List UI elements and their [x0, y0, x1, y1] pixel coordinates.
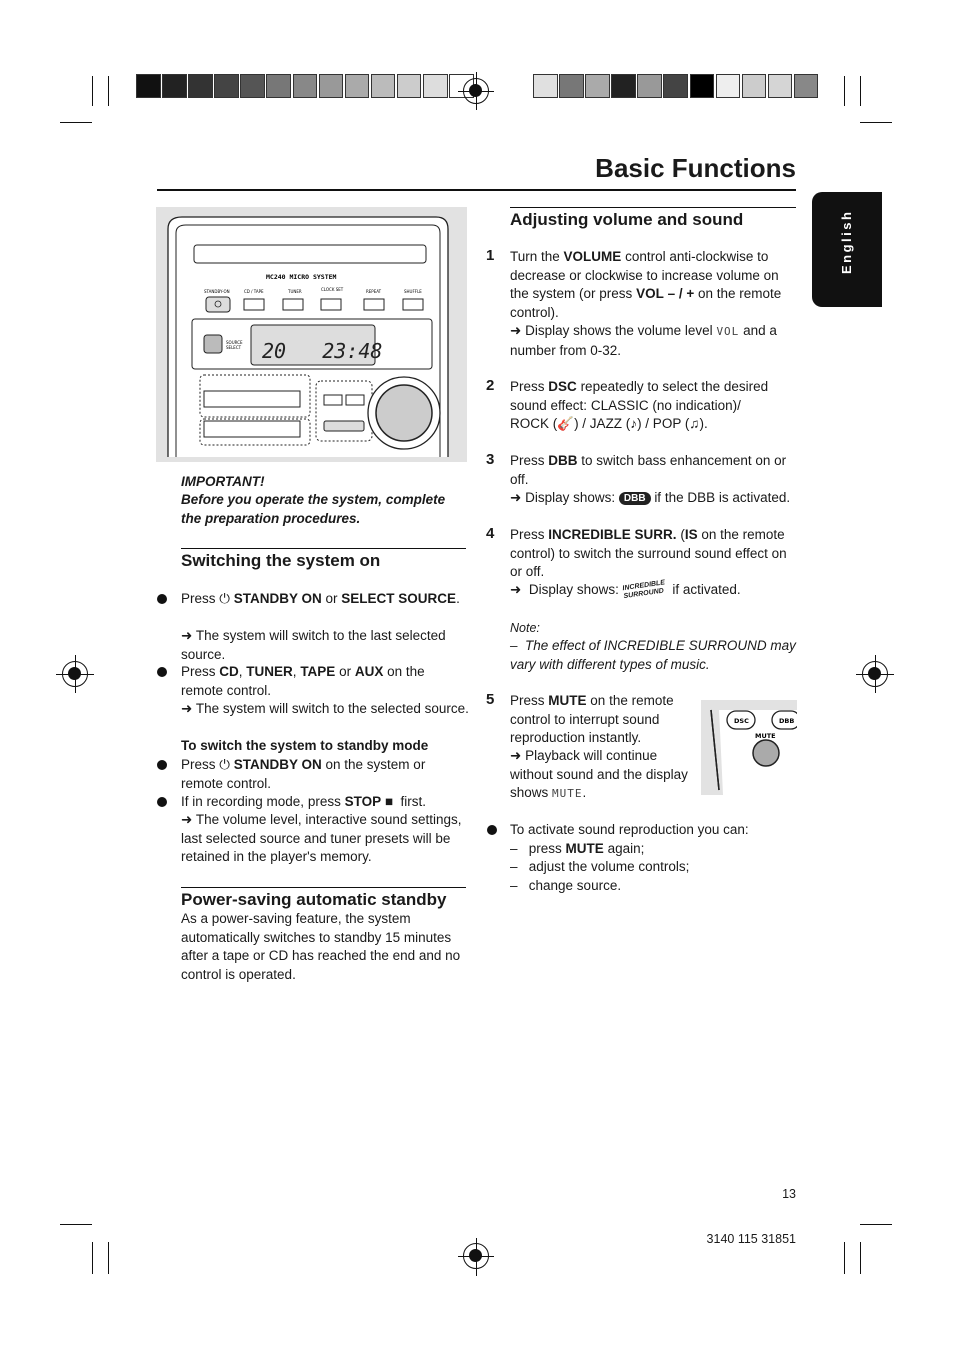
activate-text: To activate sound reproduction you can:	[510, 822, 749, 837]
page-number: 13	[782, 1187, 796, 1201]
color-swatch	[214, 74, 239, 98]
arrow-icon: ➜	[510, 323, 522, 338]
svg-text:SELECT: SELECT	[226, 345, 242, 350]
rock-guitar-icon: 🎸	[557, 416, 575, 431]
color-swatch	[637, 74, 662, 98]
step-1-number: 1	[486, 247, 495, 264]
page-title: Basic Functions	[595, 153, 796, 183]
switching-result-1: ➜ The system will switch to the last selected source.	[181, 628, 446, 662]
language-label: English	[839, 209, 854, 274]
color-swatch	[794, 74, 819, 98]
language-tab	[812, 192, 882, 307]
stop-icon: ■	[384, 794, 394, 809]
color-swatch	[716, 74, 741, 98]
standby-result-2: ➜ The volume level, interactive sound settings, last selected source and tuner presets will be retained in the player's memory.	[181, 812, 462, 864]
step-2-number: 2	[486, 377, 495, 394]
switching-bullet-2: Press CD, TUNER, TAPE or AUX on the remote control.	[181, 664, 425, 698]
color-bar-left	[136, 74, 475, 98]
switching-result-2: ➜ The system will switch to the selected source.	[181, 701, 469, 716]
color-swatch	[533, 74, 558, 98]
remote-illustration	[701, 700, 797, 795]
remote-dbb-label: DBB	[779, 717, 795, 725]
power-icon: ⏻	[219, 591, 230, 606]
switching-bullet-1: Press ⏻ STANDBY ON or SELECT SOURCE.	[181, 591, 460, 606]
activate-item-3: – change source.	[510, 878, 622, 893]
svg-text:CLOCK SET: CLOCK SET	[321, 287, 344, 292]
svg-text:CD / TAPE: CD / TAPE	[244, 289, 264, 294]
arrow-icon: ➜	[510, 490, 522, 505]
svg-text:SHUFFLE: SHUFFLE	[404, 289, 422, 294]
color-swatch	[611, 74, 636, 98]
arrow-icon: ➜	[181, 701, 193, 716]
jazz-sax-icon: ♪	[630, 416, 638, 431]
power-saving-rule	[181, 887, 466, 888]
color-swatch	[397, 74, 422, 98]
standby-bullet-1: Press ⏻ STANDBY ON on the system or remote control.	[181, 757, 426, 791]
doc-code: 3140 115 31851	[706, 1232, 796, 1246]
dbb-badge: DBB	[619, 492, 651, 505]
remote-drawing	[701, 700, 797, 795]
important-text: Before you operate the system, complete the preparation procedures.	[181, 492, 446, 526]
color-swatch	[663, 74, 688, 98]
switching-heading: Switching the system on	[181, 551, 381, 570]
power-saving-text: As a power-saving feature, the system automatically switches to standby 15 minutes after a tape or CD has reached the end and no control is operated.	[181, 911, 461, 982]
step-2-text: Press DSC repeatedly to select the desired sound effect: CLASSIC (no indication)/	[510, 379, 769, 413]
color-swatch	[266, 74, 291, 98]
bullet-4	[157, 797, 167, 807]
svg-text:TUNER: TUNER	[288, 289, 302, 294]
color-swatch	[345, 74, 370, 98]
step-5-text: Press MUTE on the remote control to interrupt sound reproduction instantly.	[510, 693, 674, 745]
color-swatch	[136, 74, 161, 98]
step-4-number: 4	[486, 525, 495, 542]
color-swatch	[371, 74, 396, 98]
color-swatch	[319, 74, 344, 98]
power-icon: ⏻	[219, 757, 230, 772]
svg-text:REPEAT: REPEAT	[366, 289, 382, 294]
step-3-text: Press DBB to switch bass enhancement on or off.	[510, 453, 787, 487]
device-illustration	[156, 207, 467, 462]
color-bar-right	[533, 74, 820, 98]
incredible-surround-logo: INCREDIBLE SURROUND	[621, 579, 666, 601]
switching-rule	[181, 548, 466, 549]
activate-item-1: – press MUTE again;	[510, 841, 645, 856]
color-swatch	[240, 74, 265, 98]
svg-text:SOURCE: SOURCE	[226, 340, 243, 345]
step-2-effects: ROCK (🎸) / JAZZ (♪) / POP (♫).	[510, 416, 708, 431]
svg-text:STANDBY-ON: STANDBY-ON	[204, 289, 230, 294]
arrow-icon: ➜	[510, 748, 522, 763]
adjusting-rule	[510, 207, 796, 208]
color-swatch	[293, 74, 318, 98]
arrow-icon: ➜	[510, 582, 522, 597]
standby-heading: To switch the system to standby mode	[181, 738, 429, 753]
arrow-icon: ➜	[181, 812, 193, 827]
step-1-text: Turn the VOLUME control anti-clockwise to decrease or clockwise to increase volume on the system (or press VOL – / + on the remote control).	[510, 249, 782, 320]
step-4-result: ➜ Display shows: INCREDIBLE SURROUND if activated.	[510, 579, 741, 601]
adjusting-heading: Adjusting volume and sound	[510, 210, 744, 229]
step-1-result: ➜ Display shows the volume level VOL and a number from 0-32.	[510, 323, 777, 358]
standby-bullet-2: If in recording mode, press STOP ■ first.	[181, 794, 427, 809]
color-swatch	[188, 74, 213, 98]
model-label: MC240 MICRO SYSTEM	[266, 273, 337, 281]
step-3-result: ➜ Display shows: DBB if the DBB is activated.	[510, 490, 791, 505]
color-swatch	[585, 74, 610, 98]
bullet-3	[157, 760, 167, 770]
arrow-icon: ➜	[181, 628, 193, 643]
step-5-number: 5	[486, 691, 495, 708]
remote-dsc-label: DSC	[734, 717, 749, 725]
note-label: Note:	[510, 621, 540, 635]
step-4-text: Press INCREDIBLE SURR. (IS on the remote control) to switch the surround sound effect on or off.	[510, 527, 787, 579]
pop-guitar-icon: ♫	[689, 416, 700, 431]
step-3-number: 3	[486, 451, 495, 468]
important-label: IMPORTANT!	[181, 474, 265, 489]
bullet-2	[157, 667, 167, 677]
title-rule	[157, 189, 796, 191]
activate-item-2: – adjust the volume controls;	[510, 859, 690, 874]
bullet-5	[487, 825, 497, 835]
micro-system-drawing	[156, 207, 467, 462]
color-swatch	[162, 74, 187, 98]
color-swatch	[690, 74, 715, 98]
color-swatch	[559, 74, 584, 98]
bullet-1	[157, 594, 167, 604]
note-text: – The effect of INCREDIBLE SURROUND may vary with different types of music.	[510, 638, 796, 672]
color-swatch	[423, 74, 448, 98]
color-swatch	[742, 74, 767, 98]
step-5-result: ➜ Playback will continue without sound and the display shows MUTE.	[510, 748, 688, 800]
remote-mute-label: MUTE	[755, 732, 776, 740]
lcd-readout: 20 23:48	[262, 339, 383, 363]
power-saving-heading: Power-saving automatic standby	[181, 890, 447, 909]
color-swatch	[768, 74, 793, 98]
